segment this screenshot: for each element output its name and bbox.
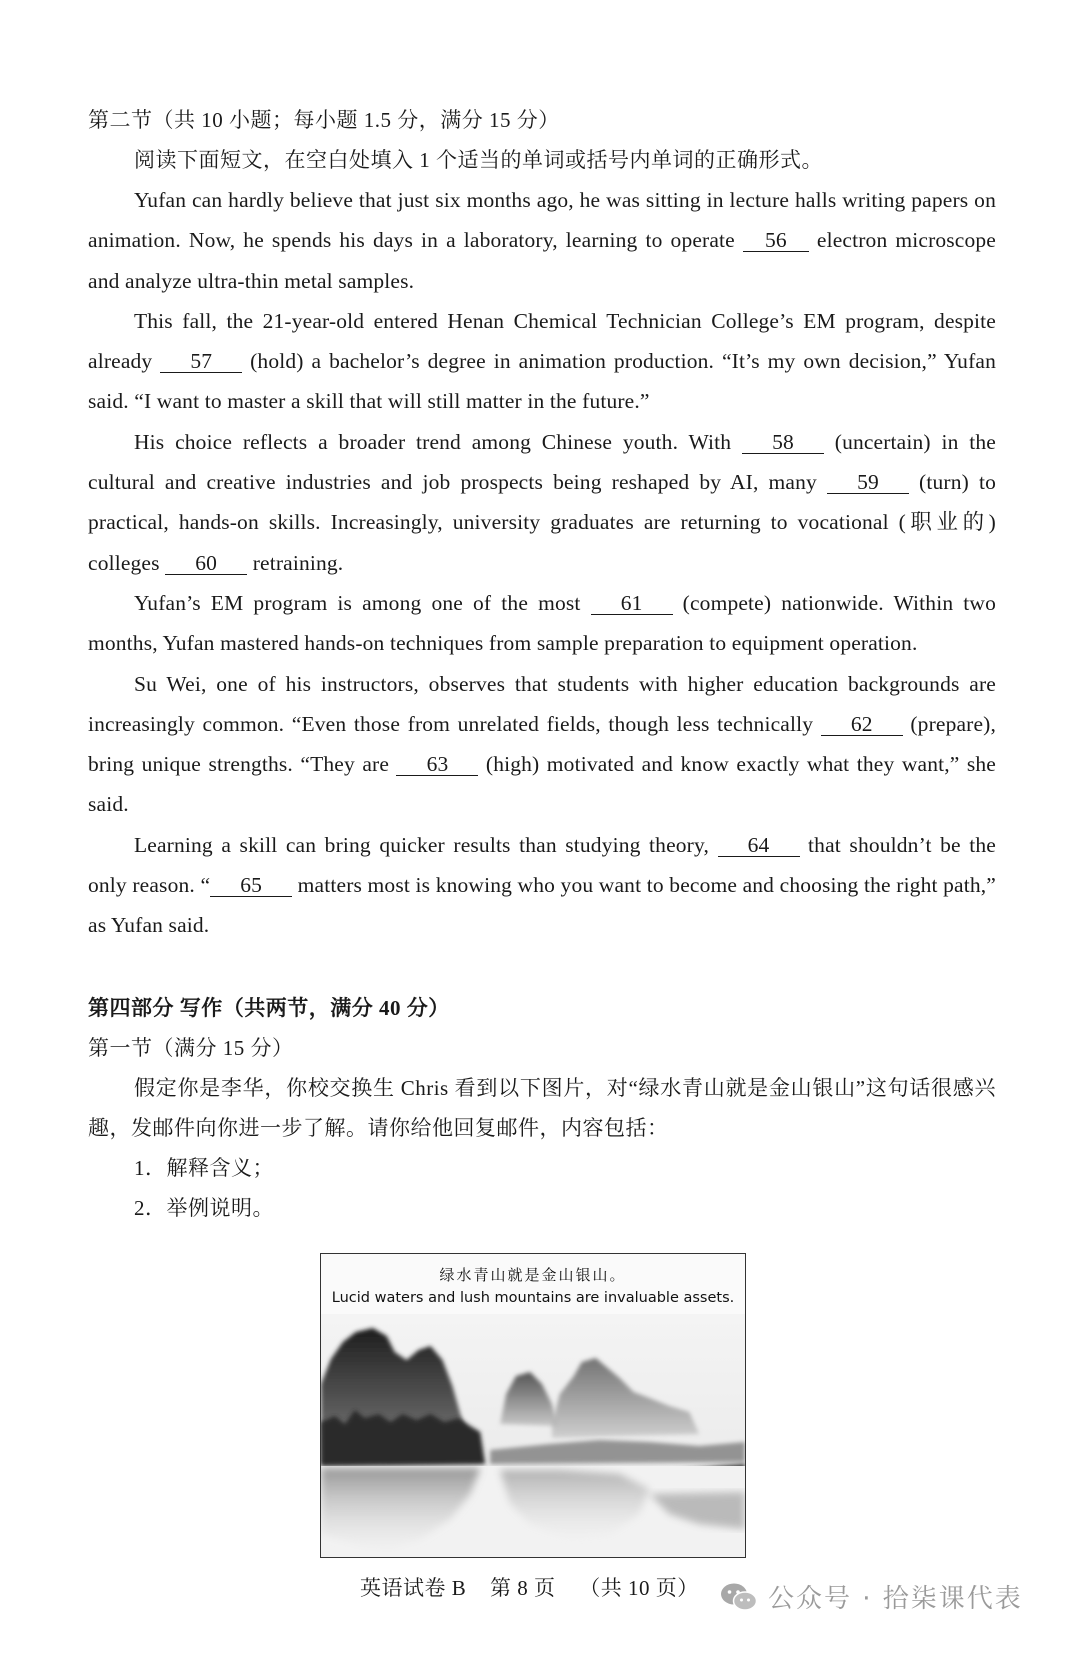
passage-text: This fall, the 21-year-old entered Henan Chemical Technician College’s EM program, despite already [88, 308, 996, 374]
watermark [720, 1578, 1023, 1615]
page-footer [360, 1572, 717, 1602]
passage-text: electron microscope and analyze ultra-thin metal samples. [88, 228, 996, 293]
page-number: 第 8 页 [490, 1576, 556, 1600]
passage-text: Yufan’s EM program is among one of the most [134, 590, 591, 615]
passage-paragraph [88, 301, 996, 422]
passage-paragraph [88, 583, 996, 664]
passage-text: (prepare), bring unique strengths. “They are [88, 711, 996, 777]
passage-paragraph [88, 664, 996, 825]
blank-64[interactable]: 64 [718, 834, 800, 857]
blank-63[interactable]: 63 [396, 753, 478, 776]
passage-paragraph [88, 422, 996, 583]
blank-60[interactable]: 60 [165, 552, 247, 575]
passage-text: (high) motivated and know exactly what they want,” she said. [88, 752, 996, 817]
part4-title: 第四部分 写作（共两节，满分 40 分） [88, 995, 450, 1020]
passage-text: matters most is knowing who you want to become and choosing the right path,” as Yufan said. [88, 873, 996, 938]
passage-text: Yufan can hardly believe that just six months ago, he was sitting in lecture halls writing papers on animation. Now, he spends his days in a laboratory, learning to operate [88, 188, 996, 253]
blank-58[interactable]: 58 [742, 431, 824, 454]
exam-page [88, 100, 996, 1228]
ink-landscape-image [321, 1314, 745, 1558]
blank-57[interactable]: 57 [160, 350, 242, 373]
passage-text: that shouldn’t be the only reason. “ [88, 832, 996, 898]
cloze-passage [88, 180, 996, 946]
figure-caption-en: Lucid waters and lush mountains are invaluable assets. [331, 1290, 735, 1306]
prompt-figure [320, 1253, 746, 1558]
passage-paragraph [88, 180, 996, 301]
writing-section1-title: 第一节（满分 15 分） [88, 1035, 294, 1060]
section2-instruction: 阅读下面短文，在空白处填入 1 个适当的单词或括号内单词的正确形式。 [134, 148, 823, 172]
blank-62[interactable]: 62 [821, 713, 903, 736]
figure-caption-cn: 绿水青山就是金山银山。 [439, 1266, 627, 1284]
passage-text: (hold) a bachelor’s degree in animation production. “It’s my own decision,” Yufan said. “I want to master a skill that will still matter in the future.” [88, 349, 996, 414]
writing-prompt: 假定你是李华，你校交换生 Chris 看到以下图片，对“绿水青山就是金山银山”这句话很感兴趣，发邮件向你进一步了解。请你给他回复邮件，内容包括： [88, 1075, 996, 1140]
section2-title: 第二节（共 10 小题；每小题 1.5 分，满分 15 分） [88, 108, 560, 132]
passage-text: (uncertain) in the cultural and creative industries and job prospects being reshaped by AI, many [88, 429, 996, 495]
passage-text: (turn) to practical, hands-on skills. Increasingly, university graduates are returning to vocational (职业的) colleges [88, 470, 996, 575]
blank-65[interactable]: 65 [210, 874, 292, 897]
page-total: （共 10 页） [579, 1576, 699, 1600]
passage-text: Su Wei, one of his instructors, observes that students with higher education backgrounds are increasingly common. “Even those from unrelated fields, though less technically [88, 671, 996, 736]
passage-text: His choice reflects a broader trend among Chinese youth. With [134, 429, 742, 454]
passage-text: Learning a skill can bring quicker results than studying theory, [134, 832, 718, 857]
blank-59[interactable]: 59 [827, 471, 909, 494]
prompt-item-1: 1．解释含义； [134, 1155, 274, 1180]
wechat-icon [720, 1582, 758, 1612]
passage-text: (compete) nationwide. Within two months, Yufan mastered hands-on techniques from sample preparation to equipment operation. [88, 590, 997, 656]
passage-paragraph [88, 825, 996, 946]
watermark-text: 公众号 · 拾柒课代表 [768, 1584, 1023, 1614]
paper-name: 英语试卷 B [360, 1576, 467, 1600]
blank-61[interactable]: 61 [591, 592, 673, 615]
prompt-item-2: 2．举例说明。 [134, 1195, 274, 1220]
passage-text: retraining. [247, 550, 344, 575]
blank-56[interactable]: 56 [743, 229, 809, 252]
